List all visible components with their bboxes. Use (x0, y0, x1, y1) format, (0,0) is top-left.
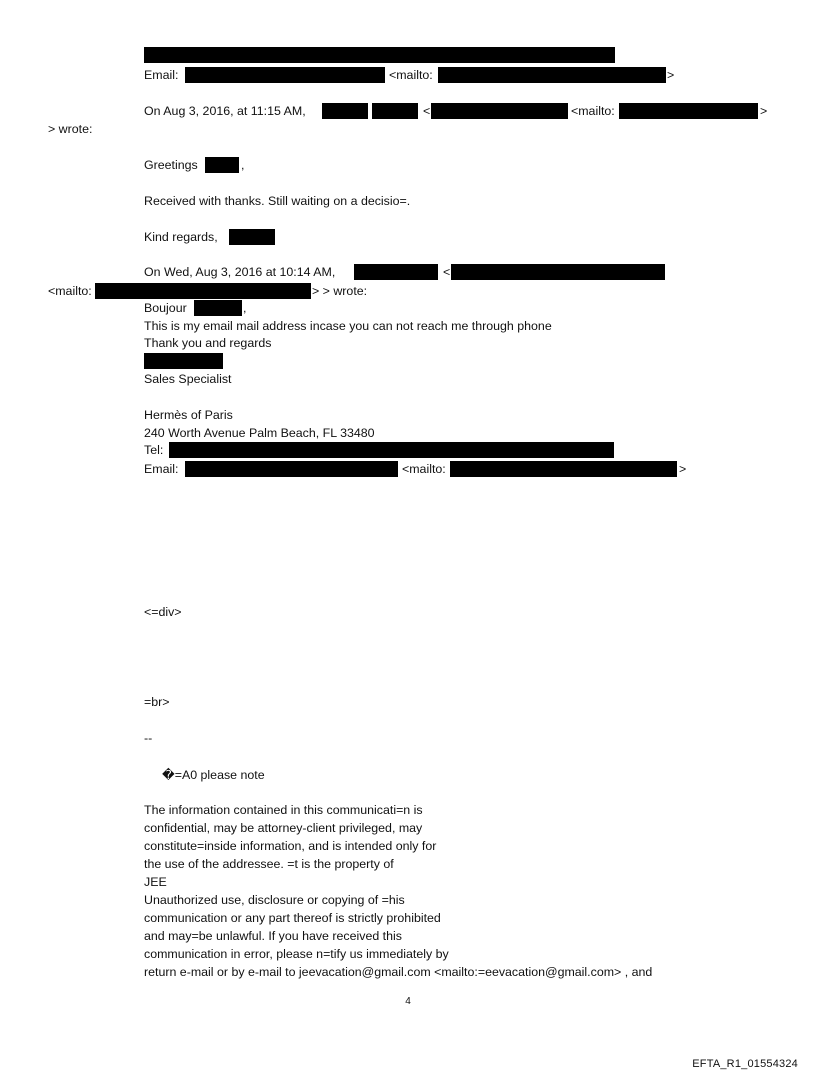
notice-line: Unauthorized use, disclosure or copying of =his (144, 893, 405, 907)
redaction-block (185, 461, 398, 477)
top-mailto-close: > (667, 68, 675, 82)
br-tag-text: =br> (144, 695, 170, 709)
company-address: 240 Worth Avenue Palm Beach, FL 33480 (144, 426, 375, 440)
notice-line: JEE (144, 875, 167, 889)
greeting-comma: , (241, 158, 245, 172)
redaction-block (144, 353, 223, 369)
redaction-block (322, 103, 368, 119)
greeting-text: Greetings (144, 158, 198, 172)
redaction-block (354, 264, 438, 280)
signature-email-label: Email: (144, 462, 179, 476)
redaction-block (95, 283, 311, 299)
notice-line: the use of the addressee. =t is the property of (144, 857, 394, 871)
thanks-line: Thank you and regards (144, 336, 272, 350)
notice-line: communication or any part thereof is strictly prohibited (144, 911, 441, 925)
second-wrote-header: On Wed, Aug 3, 2016 at 10:14 AM, (144, 265, 336, 279)
redaction-block (169, 442, 614, 458)
boujour-comma: , (243, 301, 247, 315)
received-line: Received with thanks. Still waiting on a decisio=. (144, 194, 411, 208)
div-tag-text: <=div> (144, 605, 182, 619)
boujour-text: Boujour (144, 301, 187, 315)
second-angle-open: < (443, 265, 451, 279)
redaction-block (450, 461, 677, 477)
redaction-block (144, 47, 615, 63)
tel-label: Tel: (144, 443, 164, 457)
second-wrote-tail: > > wrote: (312, 284, 368, 298)
first-mailto-open: <mailto: (571, 104, 615, 118)
redaction-block (451, 264, 665, 280)
sales-title: Sales Specialist (144, 372, 232, 386)
redaction-block (205, 157, 239, 173)
company-name: Hermès of Paris (144, 408, 233, 422)
redaction-block (619, 103, 758, 119)
notice-line: and may=be unlawful. If you have received this (144, 929, 402, 943)
redaction-block (229, 229, 275, 245)
first-wrote-header: On Aug 3, 2016, at 11:15 AM, (144, 104, 306, 118)
notice-line: return e-mail or by e-mail to jeevacation@gmail.com <mailto:=eevacation@gmail.com> , and (144, 965, 653, 979)
top-email-label: Email: (144, 68, 179, 82)
second-mailto-open: <mailto: (48, 284, 92, 298)
phone-line: This is my email mail address incase you can not reach me through phone (144, 319, 552, 333)
page-number: 4 (405, 996, 411, 1007)
wrote-line: > wrote: (48, 122, 93, 136)
notice-line: constitute=inside information, and is intended only for (144, 839, 437, 853)
top-mailto-open: <mailto: (389, 68, 433, 82)
first-angle-open: < (423, 104, 431, 118)
notice-line: confidential, may be attorney-client privileged, may (144, 821, 423, 835)
redaction-block (431, 103, 568, 119)
signature-mailto-open: <mailto: (402, 462, 446, 476)
notice-line: The information contained in this communicati=n is (144, 803, 423, 817)
document-footer-id: EFTA_R1_01554324 (692, 1058, 798, 1070)
redaction-block (194, 300, 242, 316)
kind-regards: Kind regards, (144, 230, 218, 244)
signature-mailto-close: > (679, 462, 687, 476)
notice-line: communication in error, please n=tify us immediately by (144, 947, 449, 961)
redaction-block (438, 67, 666, 83)
redaction-block (372, 103, 418, 119)
please-note-text: �=A0 please note (162, 768, 265, 782)
separator-text: -- (144, 731, 153, 745)
redaction-block (185, 67, 385, 83)
first-mailto-close: > (760, 104, 768, 118)
